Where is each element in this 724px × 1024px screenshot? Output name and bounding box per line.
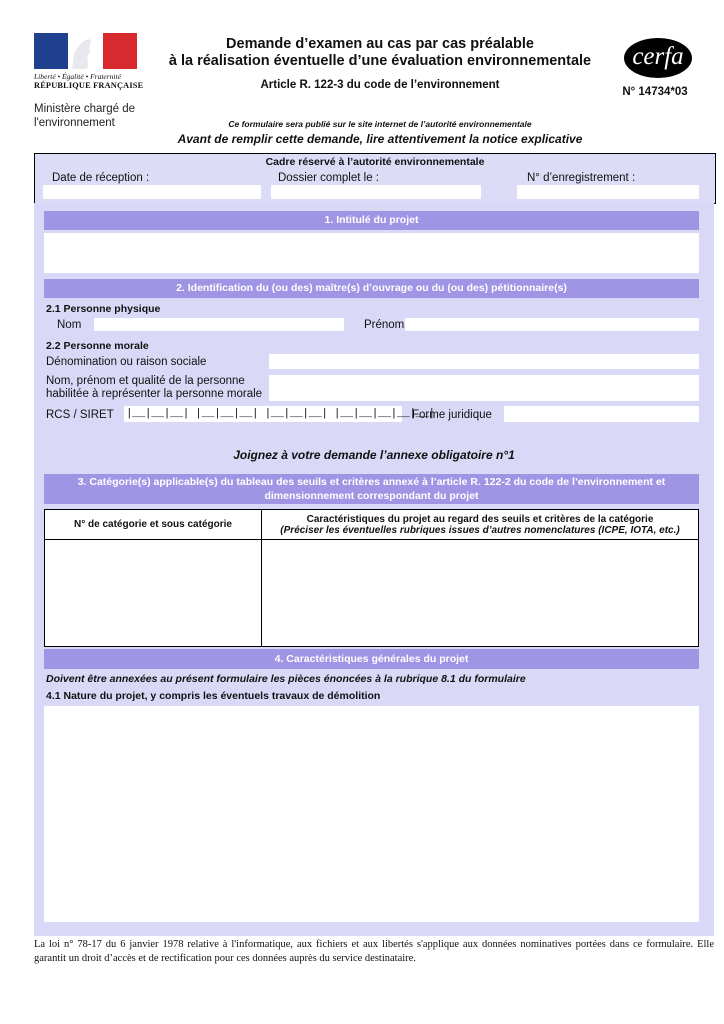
dossier-complet-field[interactable]	[271, 185, 481, 199]
french-flag-icon	[34, 33, 137, 69]
project-title-field[interactable]	[44, 233, 699, 273]
rcs-siret-label: RCS / SIRET	[46, 409, 114, 421]
form-subtitle: Article R. 122-3 du code de l’environnement	[260, 79, 500, 91]
annex-pieces-note: Doivent être annexées au présent formulaire les pièces énoncées à la rubrique 8.1 du formulaire	[46, 673, 526, 685]
moral-person-heading: 2.2 Personne morale	[46, 340, 149, 352]
forme-juridique-field[interactable]	[504, 406, 699, 422]
representative-field[interactable]	[269, 375, 699, 401]
date-reception-label: Date de réception :	[52, 172, 150, 184]
notice-warning: Avant de remplir cette demande, lire attentivement la notice explicative	[177, 132, 583, 146]
category-column-header: N° de catégorie et sous catégorie	[45, 510, 262, 540]
registration-number-label: N° d’enregistrement :	[527, 172, 636, 184]
category-table	[44, 509, 699, 647]
project-nature-heading: 4.1 Nature du projet, y compris les éventuels travaux de démolition	[46, 690, 381, 702]
cerfa-logo-icon: cerfa	[624, 38, 692, 78]
dossier-complet-label: Dossier complet le :	[278, 172, 379, 184]
characteristics-cell[interactable]	[262, 540, 699, 647]
annex-note: Joignez à votre demande l’annexe obligatoire n°1	[233, 448, 515, 462]
representative-label: Nom, prénom et qualité de la personne habilitée à représenter la personne morale	[46, 375, 263, 400]
nom-field[interactable]	[94, 318, 344, 331]
physical-person-heading: 2.1 Personne physique	[46, 303, 161, 315]
reserved-authority-box	[34, 153, 716, 204]
category-cell[interactable]	[45, 540, 262, 647]
republic-motto: Liberté • Égalité • Fraternité	[34, 72, 121, 81]
publication-note: Ce formulaire sera publié sur le site internet de l’autorité environnementale	[228, 119, 532, 129]
project-nature-field[interactable]	[44, 706, 699, 922]
reserved-title: Cadre réservé à l’autorité environnementale	[265, 156, 485, 168]
denomination-label: Dénomination ou raison sociale	[46, 356, 207, 368]
nom-label: Nom	[57, 319, 82, 331]
prenom-field[interactable]	[405, 318, 699, 331]
section-3-header: 3. Catégorie(s) applicable(s) du tableau des seuils et critères annexé à l’article R. 122-2 du code de l’environnement et dimensionnement correspondant du projet	[44, 474, 699, 504]
section-2-header: 2. Identification du (ou des) maître(s) d’ouvrage ou du (ou des) pétitionnaire(s)	[44, 279, 699, 298]
marianne-logo	[34, 33, 144, 90]
section-4-header: 4. Caractéristiques générales du projet	[44, 649, 699, 669]
republic-name: RÉPUBLIQUE FRANÇAISE	[34, 81, 144, 90]
privacy-footer: La loi n° 78-17 du 6 janvier 1978 relative à l'informatique, aux fichiers et aux libertés s'applique aux données nominatives portées dans ce formulaire. Elle garantit un droit d’accès et de rectification pour ces données auprès du service destinataire.	[34, 939, 714, 964]
cerfa-number: N° 14734*03	[622, 86, 688, 98]
forme-juridique-label: Forme juridique	[412, 409, 492, 421]
denomination-field[interactable]	[269, 354, 699, 369]
siret-pattern: |__|__|__| |__|__|__| |__|__|__| |__|__|__|__|__|	[126, 408, 435, 420]
prenom-label: Prénom	[364, 319, 405, 331]
date-reception-field[interactable]	[43, 185, 261, 199]
form-panel	[34, 203, 714, 936]
characteristics-column-header: Caractéristiques du projet au regard des seuils et critères de la catégorie (Préciser les éventuelles rubriques issues d’autres nomenclatures (ICPE, IOTA, etc.)	[262, 510, 699, 540]
form-title: Demande d’examen au cas par cas préalable à la réalisation éventuelle d’une évaluation environnementale	[168, 36, 592, 69]
ministry-label: Ministère chargé de l'environnement	[34, 103, 135, 129]
registration-number-field[interactable]	[517, 185, 699, 199]
section-1-header: 1. Intitulé du projet	[44, 211, 699, 230]
